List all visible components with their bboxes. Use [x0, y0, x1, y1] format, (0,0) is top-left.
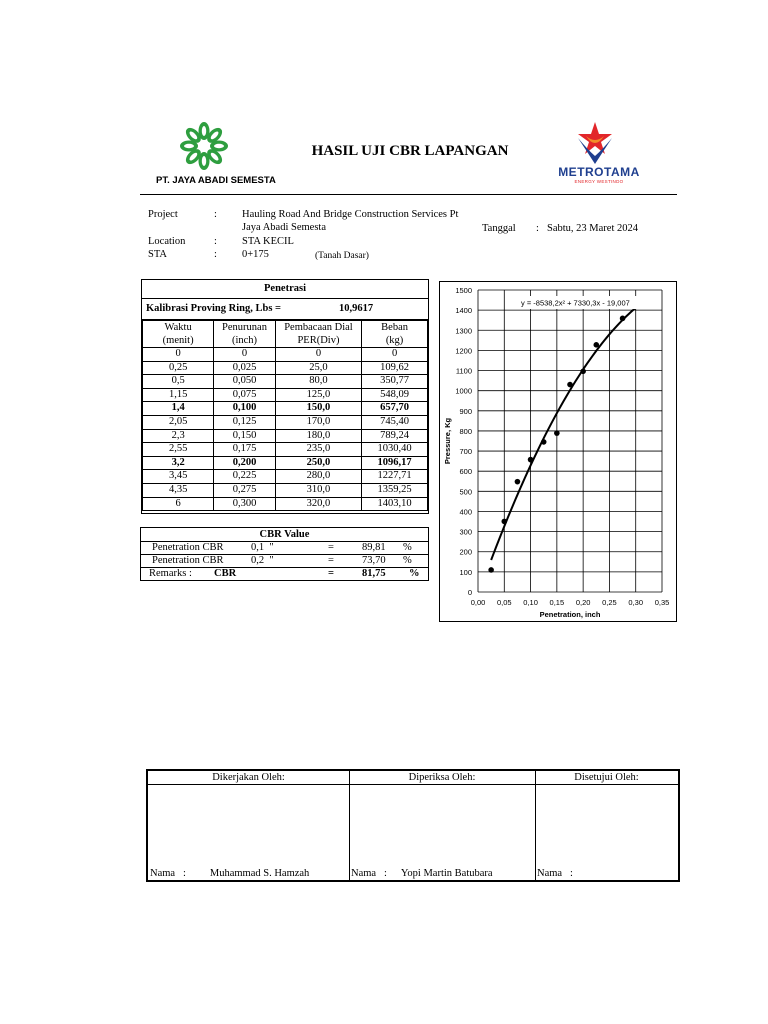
sta-value: 0+175 — [242, 249, 269, 260]
project-value-line2: Jaya Abadi Semesta — [242, 222, 326, 233]
column-header-waktu — [143, 321, 214, 348]
table-row — [143, 388, 428, 402]
y-tick-label: 1200 — [455, 346, 472, 356]
table-cell-dial: 150,0 — [275, 402, 361, 416]
table-cell-penurunan: 0,025 — [214, 361, 276, 375]
table-row — [143, 415, 428, 429]
header-line: (kg) — [385, 335, 404, 346]
tanggal-colon: : — [536, 223, 539, 234]
header-line: PER(Div) — [297, 335, 340, 346]
table-cell-beban: 1096,17 — [362, 456, 428, 470]
tanggal-value: Sabtu, 23 Maret 2024 — [547, 223, 638, 234]
company-logo — [176, 120, 232, 172]
table-cell-beban: 548,09 — [362, 388, 428, 402]
cbr-row-value: 73,70 — [362, 555, 386, 566]
metrotama-tagline: ENERGY WESTINDO — [574, 179, 624, 184]
table-cell-dial: 80,0 — [275, 375, 361, 389]
table-cell-penurunan: 0,075 — [214, 388, 276, 402]
table-cell-penurunan: 0,175 — [214, 443, 276, 457]
data-point — [501, 519, 507, 525]
table-cell-beban: 1403,10 — [362, 497, 428, 511]
nama-label: Nama : — [351, 868, 387, 879]
kalibrasi-value: 10,9617 — [339, 303, 374, 314]
x-tick-label: 0,30 — [628, 598, 644, 607]
table-cell-dial: 125,0 — [275, 388, 361, 402]
penetrasi-table-box — [141, 279, 429, 514]
data-point — [515, 479, 521, 485]
x-tick-label: 0,10 — [523, 598, 538, 607]
table-row — [143, 470, 428, 484]
table-cell-waktu: 1,4 — [143, 402, 214, 416]
cbr-remarks-eq: = — [328, 568, 334, 579]
table-cell-penurunan: 0,300 — [214, 497, 276, 511]
cbr-remarks-label: Remarks : — [149, 568, 192, 579]
cbr-row-value: 89,81 — [362, 542, 386, 553]
signature-name: Yopi Martin Batubara — [400, 868, 493, 879]
table-cell-dial: 170,0 — [275, 415, 361, 429]
location-value: STA KECIL — [242, 236, 294, 247]
table-row — [143, 375, 428, 389]
data-point — [541, 439, 547, 445]
sta-colon: : — [214, 249, 217, 260]
sta-label: STA — [148, 249, 167, 260]
table-cell-waktu: 6 — [143, 497, 214, 511]
signature-name-row — [351, 868, 493, 879]
penetrasi-heading: Penetrasi — [142, 280, 428, 299]
table-row — [143, 483, 428, 497]
table-cell-dial: 25,0 — [275, 361, 361, 375]
y-tick-label: 0 — [467, 588, 472, 597]
metrotama-logo — [572, 120, 618, 166]
chart-box — [439, 281, 677, 622]
x-tick-label: 0,05 — [496, 598, 512, 607]
cbr-row-1 — [141, 541, 428, 555]
y-tick-label: 500 — [459, 487, 472, 497]
y-tick-label: 1000 — [455, 386, 472, 396]
header-line: (menit) — [162, 335, 194, 346]
y-tick-label: 1400 — [455, 306, 472, 316]
signature-name-row — [150, 868, 309, 879]
table-cell-waktu: 2,55 — [143, 443, 214, 457]
table-cell-dial: 320,0 — [275, 497, 361, 511]
y-tick-label: 200 — [459, 547, 472, 557]
table-cell-dial: 280,0 — [275, 470, 361, 484]
signature-column-approved — [535, 771, 678, 880]
cbr-row-label: Penetration CBR — [152, 555, 224, 566]
data-point — [580, 369, 586, 375]
header-divider — [140, 194, 677, 195]
cbr-row-pen: 0,2 " — [251, 555, 274, 566]
y-tick-label: 400 — [459, 507, 472, 517]
table-cell-beban: 745,40 — [362, 415, 428, 429]
table-cell-beban: 789,24 — [362, 429, 428, 443]
cbr-row-eq: = — [328, 542, 334, 553]
data-point — [620, 316, 626, 322]
cbr-row-pen: 0,1 " — [251, 542, 274, 553]
table-cell-dial: 250,0 — [275, 456, 361, 470]
x-tick-label: 0,25 — [602, 598, 617, 607]
table-cell-penurunan: 0,200 — [214, 456, 276, 470]
table-header-row — [143, 321, 428, 348]
signature-name-row — [537, 868, 573, 879]
cbr-row-eq: = — [328, 555, 334, 566]
metrotama-logo-text: METROTAMA — [558, 165, 640, 179]
table-row — [143, 402, 428, 416]
y-tick-label: 700 — [459, 447, 472, 457]
company-name: PT. JAYA ABADI SEMESTA — [156, 175, 276, 186]
cbr-value-box — [140, 527, 429, 581]
table-cell-beban: 1030,40 — [362, 443, 428, 457]
sta-note: (Tanah Dasar) — [315, 251, 369, 261]
table-row — [143, 497, 428, 511]
table-cell-beban: 350,77 — [362, 375, 428, 389]
table-cell-beban: 109,62 — [362, 361, 428, 375]
data-point — [488, 567, 494, 573]
table-cell-penurunan: 0 — [214, 348, 276, 362]
x-tick-label: 0,20 — [575, 598, 591, 607]
y-tick-label: 1300 — [455, 326, 472, 336]
signature-column-checked — [349, 771, 536, 880]
cbr-row-remarks — [141, 567, 428, 580]
signature-name: Muhammad S. Hamzah — [209, 868, 310, 879]
nama-label: Nama : — [537, 868, 573, 879]
column-header-beban — [362, 321, 428, 348]
signature-head: Diperiksa Oleh: — [349, 771, 535, 785]
cbr-remarks-value: 81,75 — [362, 568, 386, 579]
table-cell-waktu: 0,5 — [143, 375, 214, 389]
x-axis-label: Penetration, inch — [539, 610, 601, 619]
header-line: Pembacaan Dial — [284, 322, 353, 333]
location-label: Location — [148, 236, 186, 247]
y-tick-label: 1100 — [455, 366, 472, 376]
table-cell-penurunan: 0,050 — [214, 375, 276, 389]
table-cell-dial: 310,0 — [275, 483, 361, 497]
table-cell-beban: 1227,71 — [362, 470, 428, 484]
x-tick-label: 0,00 — [470, 598, 486, 607]
table-cell-beban: 657,70 — [362, 402, 428, 416]
table-cell-waktu: 0,25 — [143, 361, 214, 375]
table-cell-dial: 235,0 — [275, 443, 361, 457]
signature-head: Disetujui Oleh: — [535, 771, 678, 785]
table-cell-dial: 180,0 — [275, 429, 361, 443]
table-cell-waktu: 1,15 — [143, 388, 214, 402]
x-tick-label: 0,35 — [654, 598, 670, 607]
table-cell-waktu: 0 — [143, 348, 214, 362]
cbr-row-unit: % — [403, 555, 412, 566]
y-axis-label: Pressure, Kg — [443, 417, 452, 465]
table-row — [143, 348, 428, 362]
data-point — [567, 382, 573, 388]
table-cell-waktu: 2,3 — [143, 429, 214, 443]
signature-table — [146, 769, 680, 882]
cbr-heading: CBR Value — [141, 528, 428, 542]
table-cell-waktu: 4,35 — [143, 483, 214, 497]
page-title: HASIL UJI CBR LAPANGAN — [311, 143, 509, 159]
trendline — [491, 308, 636, 560]
equation-label: y = -8538,2x² + 7330,3x - 19,007 — [521, 298, 630, 308]
table-cell-penurunan: 0,275 — [214, 483, 276, 497]
tanggal-label: Tanggal — [482, 223, 516, 234]
table-row — [143, 361, 428, 375]
cbr-remarks-pen: CBR — [214, 568, 237, 579]
signature-head: Dikerjakan Oleh: — [148, 771, 349, 785]
table-cell-waktu: 3,2 — [143, 456, 214, 470]
column-header-dial — [275, 321, 361, 348]
cbr-row-label: Penetration CBR — [152, 542, 224, 553]
kalibrasi-row — [142, 299, 428, 320]
signature-column-prepared — [148, 771, 350, 880]
table-cell-penurunan: 0,150 — [214, 429, 276, 443]
cbr-row-2 — [141, 554, 428, 568]
location-colon: : — [214, 236, 217, 247]
table-cell-penurunan: 0,125 — [214, 415, 276, 429]
data-point — [528, 457, 534, 463]
kalibrasi-label: Kalibrasi Proving Ring, Lbs = — [146, 303, 282, 314]
y-tick-label: 300 — [459, 527, 472, 537]
project-colon: : — [214, 209, 217, 220]
nama-label: Nama : — [150, 868, 186, 879]
data-point — [593, 342, 599, 348]
y-tick-label: 900 — [459, 406, 472, 416]
table-cell-beban: 1359,25 — [362, 483, 428, 497]
header-line: Penurunan — [222, 322, 267, 333]
project-value-line1: Hauling Road And Bridge Construction Services Pt — [242, 209, 459, 220]
header-line: Waktu — [164, 322, 192, 333]
cbr-row-unit: % — [403, 542, 412, 553]
data-point — [554, 430, 560, 436]
y-tick-label: 600 — [459, 467, 472, 477]
table-cell-penurunan: 0,100 — [214, 402, 276, 416]
y-tick-label: 100 — [459, 567, 472, 577]
table-row — [143, 456, 428, 470]
cbr-remarks-unit: % — [409, 568, 420, 579]
project-label: Project — [148, 209, 178, 220]
cbr-chart — [440, 282, 676, 621]
table-cell-waktu: 3,45 — [143, 470, 214, 484]
y-tick-label: 800 — [459, 426, 472, 436]
table-cell-dial: 0 — [275, 348, 361, 362]
table-row — [143, 443, 428, 457]
header-line: (inch) — [231, 335, 258, 346]
table-cell-beban: 0 — [362, 348, 428, 362]
y-tick-label: 1500 — [455, 286, 472, 295]
table-row — [143, 429, 428, 443]
header-line: Beban — [381, 322, 408, 333]
table-cell-penurunan: 0,225 — [214, 470, 276, 484]
column-header-penurunan — [214, 321, 276, 348]
x-tick-label: 0,15 — [549, 598, 565, 607]
penetrasi-table — [142, 320, 428, 511]
table-cell-waktu: 2,05 — [143, 415, 214, 429]
